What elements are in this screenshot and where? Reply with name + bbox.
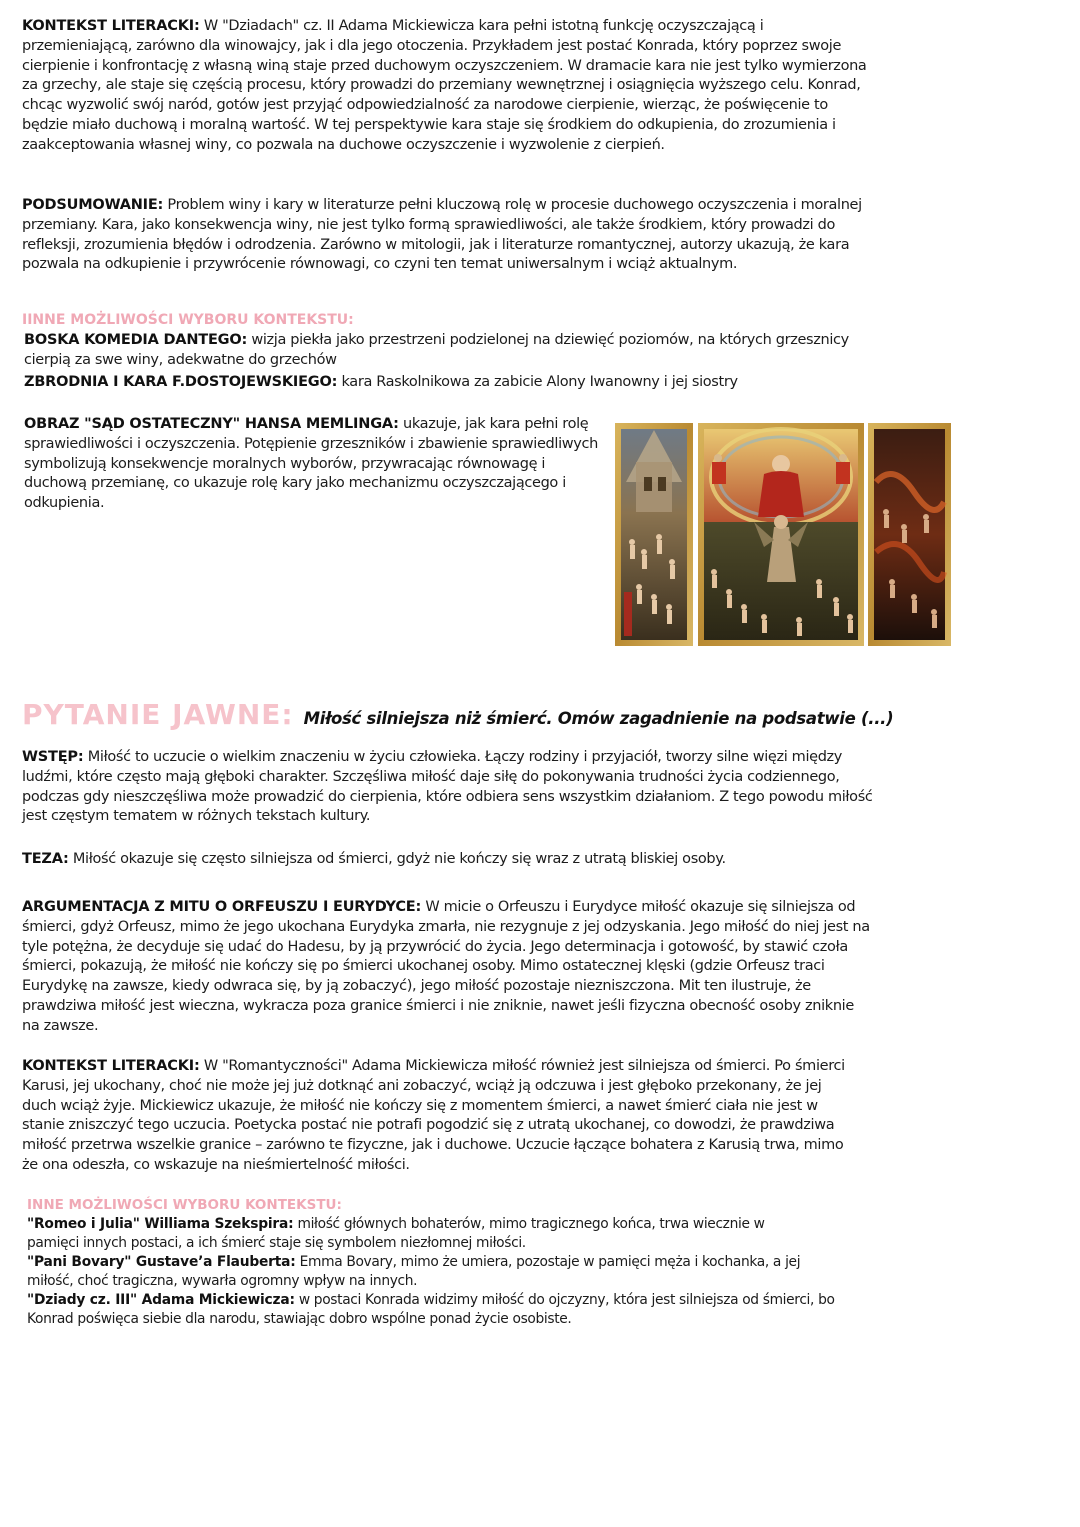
pytanie-jawne-heading [22,698,893,731]
pytanie-jawne-label: PYTANIE JAWNE: [22,698,294,731]
dziady-label: "Dziady cz. III" Adama Mickiewicza: [27,1292,295,1308]
obraz-memlinga-text: ukazuje, jak kara pełni rolę sprawiedliwości i oczyszczenia. Potępienie grzeszników i zbawienie sprawiedliwych symbolizują konsekwencje moralnych wyborów, przywracając równowagę i duchową przemianę, co ukazuje rolę kary jako mechanizmu oczyszczającego i odkupienia. [24,416,598,512]
inne-konteksty-heading: IINNE MOŻLIWOŚCI WYBORU KONTEKSTU: [22,312,354,328]
argumentacja-label: ARGUMENTACJA Z MITU O ORFEUSZU I EURYDYCE: [22,899,422,915]
dostojewski-text: kara Raskolnikowa za zabicie Alony Iwanowny i jej siostry [337,374,738,390]
obraz-memlinga-label: OBRAZ "SĄD OSTATECZNY" HANSA MEMLINGA: [24,416,399,432]
wstep-label: WSTĘP: [22,749,84,765]
dziady-paragraph [27,1291,847,1329]
kontekst-literacki-2-text: W "Romantyczności" Adama Mickiewicza miłość również jest silniejsza od śmierci. Po śmierci Karusi, jej ukochany, choć nie może jej już dotknąć ani zobaczyć, wciąż ją odczuwa i jest głęboko przekonany, że jej duch wciąż żyje. Mickiewicz ukazuje, że miłość nie kończy się z momentem śmierci, a nawet śmierć ciała nie jest w stanie zniszczyć tego uczucia. Poetycka postać nie potrafi pogodzić się z utratą ukochanej, co dowodzi, że prawdziwa miłość przetrwa wszelkie granice – zarówno te fizyczne, jak i duchowe. Uczucie łączące bohatera z Karusią trwa, mimo że ona odeszła, co wskazuje na nieśmiertelność miłości. [22,1058,845,1173]
teza-text: Miłość okazuje się często silniejsza od śmierci, gdyż nie kończy się wraz z utratą bliskiej osoby. [68,851,726,867]
kontekst-literacki-text: W "Dziadach" cz. II Adama Mickiewicza kara pełni istotną funkcję oczyszczającą i przemieniającą, zarówno dla winowajcy, jak i dla jego otoczenia. Przykładem jest postać Konrada, który poprzez swoje cierpienie i konfrontację z własną winą staje przed duchowym oczyszczeniem. W dramacie kara nie jest tylko wymierzona za grzechy, ale staje się częścią procesu, który prowadzi do przemiany wewnętrznej i osiągnięcia wyższego celu. Konrad, chcąc wyzwolić swój naród, gotów jest przyjąć odpowiedzialność za narodowe cierpienie, wierząc, że poświęcenie to będzie miało duchową i moralną wartość. W tej perspektywie kara staje się środkiem do odkupienia, do zrozumienia i zaakceptowania własnej winy, co pozwala na duchowe oczyszczenie i wyzwolenie z cierpień. [22,18,867,153]
dostojewski-paragraph [24,373,854,393]
bovary-label: "Pani Bovary" Gustave’a Flauberta: [27,1254,296,1270]
dante-paragraph [24,331,854,371]
podsumowanie-label: PODSUMOWANIE: [22,197,164,213]
obraz-memlinga-paragraph [24,415,608,514]
podsumowanie-text: Problem winy i kary w literaturze pełni kluczową rolę w procesie duchowego oczyszczenia i moralnej przemiany. Kara, jako konsekwencja winy, nie jest tylko formą sprawiedliwości, ale także środkiem, który prowadzi do refleksji, zrozumienia błędów i odrodzenia. Zarówno w mitologii, jak i literaturze romantycznej, autorzy ukazują, że kara pozwala na odkupienie i przywrócenie równowagi, co czyni ten temat uniwersalnym i wciąż aktualnym. [22,197,862,273]
kontekst-literacki-paragraph [22,17,872,156]
dante-label: BOSKA KOMEDIA DANTEGO: [24,332,248,348]
wstep-paragraph [22,748,892,827]
kontekst-literacki-2-label: KONTEKST LITERACKI: [22,1058,200,1074]
dziady-text: w postaci Konrada widzimy miłość do ojczyzny, która jest silniejsza od śmierci, bo Konrad poświęca siebie dla narodu, stawiając dobro wspólne ponad życie osobiste. [27,1292,835,1327]
teza-label: TEZA: [22,851,69,867]
argumentacja-text: W micie o Orfeuszu i Eurydyce miłość okazuje się silniejsza od śmierci, gdyż Orfeusz, mimo że jego ukochana Eurydyka zmarła, nie rezygnuje z jej odzyskania. Jego miłość do niej jest na tyle potężna, że decyduje się udać do Hadesu, by ją przywrócić do życia. Jego determinacja i gotowość, by stawić czoła śmierci, pokazują, że miłość nie kończy się po śmierci ukochanej osoby. Mimo ostatecznej klęski (gdzie Orfeusz traci Eurydykę na zawsze, kiedy odwraca się, by ją zobaczyć), jego miłość pozostaje niezniszczona. Mit ten ilustruje, że prawdziwa miłość jest wieczna, wykracza poza granice śmierci i nie zniknie, nawet jeśli fizyczna obecność osoby zniknie na zawsze. [22,899,870,1034]
last-judgment-triptych-image [614,422,952,647]
kontekst-literacki-label: KONTEKST LITERACKI: [22,18,200,34]
bovary-paragraph [27,1253,827,1291]
romeo-label: "Romeo i Julia" Williama Szekspira: [27,1216,294,1232]
dostojewski-label: ZBRODNIA I KARA F.DOSTOJEWSKIEGO: [24,374,338,390]
teza-paragraph [22,850,892,870]
argumentacja-paragraph [22,898,872,1037]
dante-text: wizja piekła jako przestrzeni podzielonej na dziewięć poziomów, na których grzesznicy cierpią za swe winy, adekwatne do grzechów [24,332,849,368]
bovary-text: Emma Bovary, mimo że umiera, pozostaje w pamięci męża i kochanka, a jej miłość, choć tragiczna, wywarła ogromny wpływ na innych. [27,1254,801,1289]
podsumowanie-paragraph [22,196,874,275]
pytanie-jawne-question: Miłość silniejsza niż śmierć. Omów zagadnienie na podsatwie (...) [303,709,894,728]
romeo-text: miłość głównych bohaterów, mimo tragicznego końca, trwa wiecznie w pamięci innych postaci, a ich śmierć staje się symbolem niezłomnej miłości. [27,1216,765,1251]
inne-konteksty-2-heading: INNE MOŻLIWOŚCI WYBORU KONTEKSTU: [27,1197,342,1213]
wstep-text: Miłość to uczucie o wielkim znaczeniu w życiu człowieka. Łączy rodziny i przyjaciół, tworzy silne więzi między ludźmi, które często mają głęboki charakter. Szczęśliwa miłość daje siłę do pokonywania trudności życia codziennego, podczas gdy nieszczęśliwa może prowadzić do cierpienia, które odbiera sens wszystkim działaniom. Z tego powodu miłość jest częstym tematem w różnych tekstach kultury. [22,749,873,825]
romeo-paragraph [27,1215,797,1253]
kontekst-literacki-2-paragraph [22,1057,854,1176]
